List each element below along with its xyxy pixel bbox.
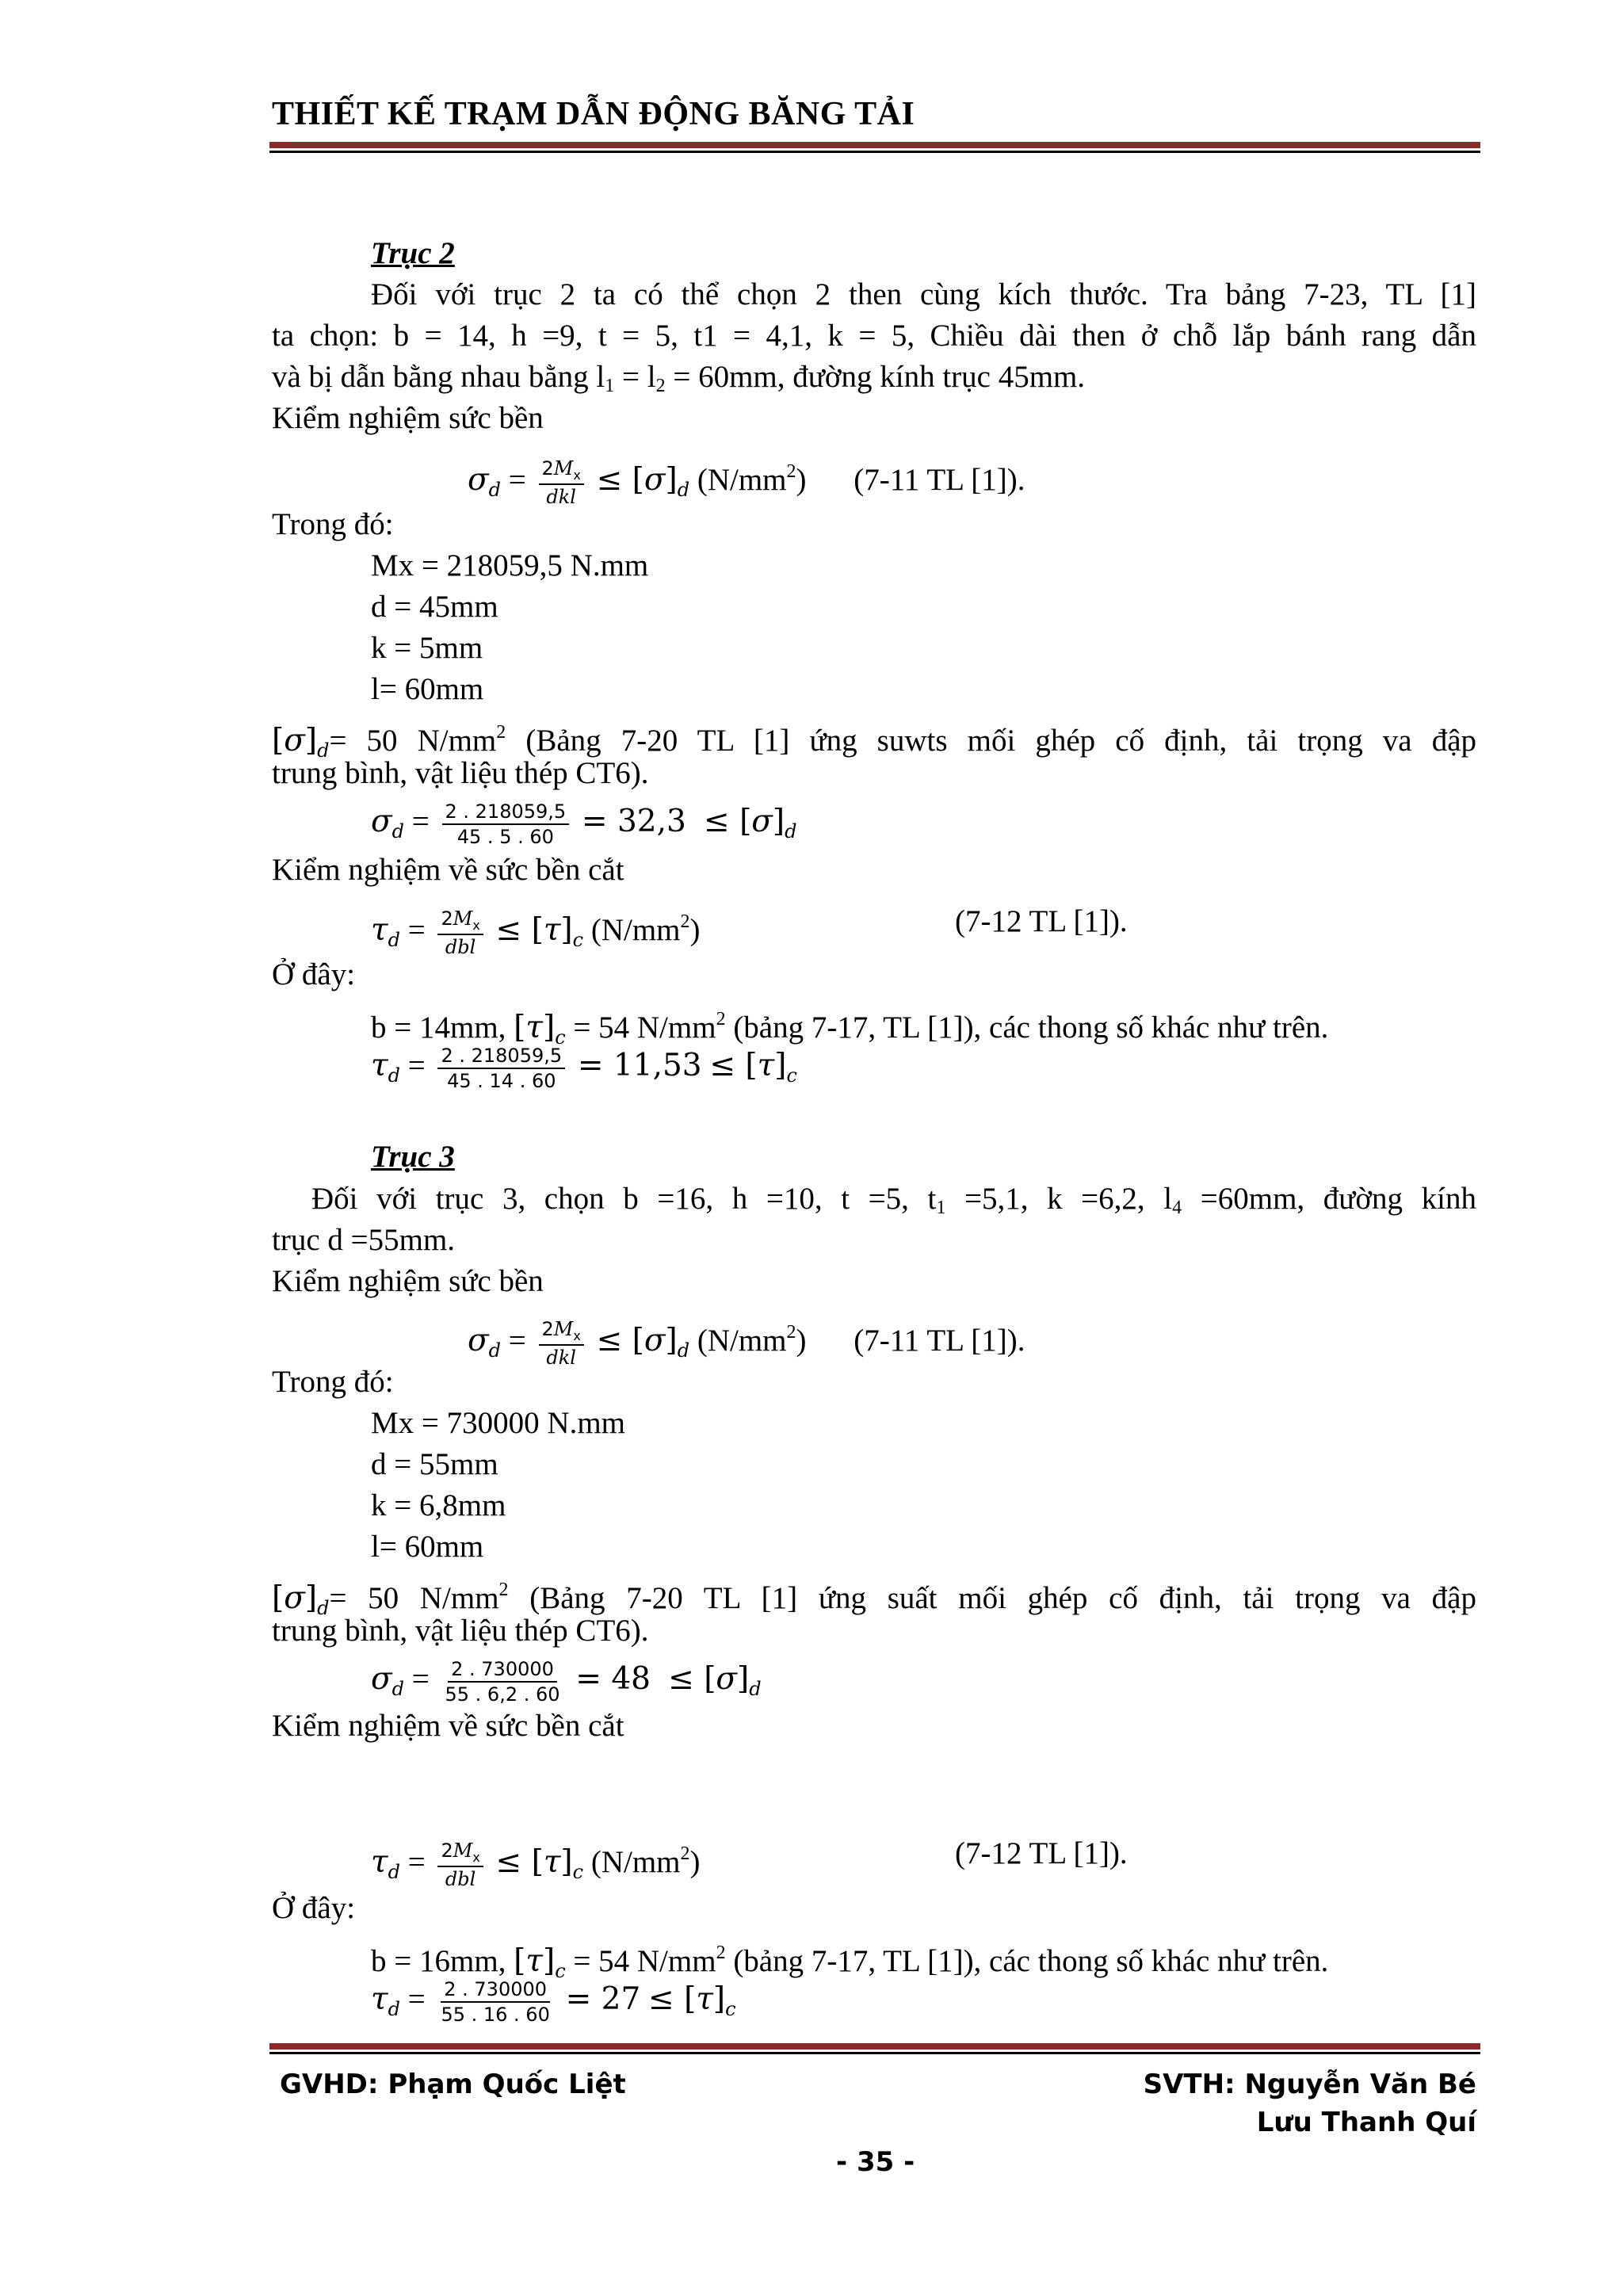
here-label: Ở đây: xyxy=(272,957,356,991)
footer-rule xyxy=(269,2043,1480,2050)
paragraph-line: Đối với trục 2 ta có thể chọn 2 then cùng kích thước. Tra bảng 7-23, TL [1] xyxy=(371,277,1476,311)
header-title: THIẾT KẾ TRẠM DẪN ĐỘNG BĂNG TẢI xyxy=(272,96,915,132)
section-title-truc-3: Trục 3 xyxy=(371,1140,455,1174)
formula-tau: $\tau_d$ = $\frac{2M_x}{\text{dbl}}$ ≤ $[\tau]_c$ $(N/mm^2)$ xyxy=(371,1839,701,1891)
allowable-stress-line: $[\sigma]_d= 50$ $N/mm^2$ (Bảng 7-20 TL [1] ứng suwts mối ghép cố định, tải trọng va đập xyxy=(272,722,1477,762)
var-line: d = 55mm xyxy=(371,1447,498,1481)
where-label: Trong đó: xyxy=(272,1365,394,1399)
var-line: l= 60mm xyxy=(371,1530,484,1564)
calc-tau: $\tau_d$ = $\frac{2 . 730000}{55 . 16 . 60}$ = $27 \le [\tau]_c$ xyxy=(371,1977,736,2027)
formula-sigma: $\sigma_d$ = $\frac{2M_x}{\text{dkl}}$ ≤ $[\sigma]_d$ $(N/mm^2)$ (7-11 TL [1]). xyxy=(468,1317,1025,1370)
var-line: d = 45mm xyxy=(371,590,498,624)
b-line: b = 16mm, $[\tau]_c = 54$ $N/mm^2$ (bảng 7-17, TL [1]), các thong số khác như trên. xyxy=(371,1943,1329,1982)
var-line: k = 6,8mm xyxy=(371,1488,506,1522)
section-title-truc-2: Trục 2 xyxy=(371,236,455,270)
paragraph-line: ta chọn: b = 14, h =9, t = 5, t1 = 4,1, k = 5, Chiều dài then ở chỗ lắp bánh rang dẫn xyxy=(272,319,1476,353)
var-line: Mx = 218059,5 N.mm xyxy=(371,548,649,583)
paragraph-line: và bị dẫn bằng nhau bằng $l_1 = l_2 = 60mm$, đường kính trục 45mm. xyxy=(272,360,1086,396)
formula-sigma: $\sigma_d$ = $\frac{2M_x}{\text{dkl}}$ ≤ $[\sigma]_d$ $(N/mm^2)$ (7-11 TL [1]). xyxy=(468,457,1025,509)
formula-tau: $\tau_d$ = $\frac{2M_x}{\text{dbl}}$ ≤ $[\tau]_c$ $(N/mm^2)$ xyxy=(371,907,701,959)
var-line: k = 5mm xyxy=(371,631,483,665)
footer-advisor: GVHD: Phạm Quốc Liệt xyxy=(280,2069,626,2100)
header-rule-thin xyxy=(269,151,1480,153)
where-label: Trong đó: xyxy=(272,507,394,541)
formula-ref: (7-12 TL [1]). xyxy=(955,1836,1128,1870)
paragraph-line: trung bình, vật liệu thép CT6). xyxy=(272,756,649,790)
check-strength-label: Kiểm nghiệm sức bền xyxy=(272,401,544,435)
allowable-stress-line: $[\sigma]_d= 50$ $N/mm^2$ (Bảng 7-20 TL [1] ứng suất mối ghép cố định, tải trọng va đập xyxy=(272,1580,1476,1619)
calc-sigma: $\sigma_d$ = $\frac{2 . 218059,5}{45 . 5 . 60}$ = $32,3 \le [\sigma]_d$ xyxy=(371,800,797,849)
paragraph-line: trục d =55mm. xyxy=(272,1223,456,1257)
footer-rule-thin xyxy=(269,2052,1480,2054)
var-line: Mx = 730000 N.mm xyxy=(371,1406,626,1440)
paragraph-line: Đối với trục 3, chọn b =16, h =10, t =5, $t_1 =5,1$, k =6,2, $l_4 =60mm$, đường kính xyxy=(311,1182,1477,1218)
footer-student-2: Lưu Thanh Quí xyxy=(1256,2107,1476,2138)
check-strength-label: Kiểm nghiệm sức bền xyxy=(272,1264,544,1298)
calc-tau: $\tau_d$ = $\frac{2 . 218059,5}{45 . 14 . 60}$ = $11,53 \le [\tau]_c$ xyxy=(371,1044,797,1093)
header-rule xyxy=(269,142,1480,148)
formula-ref: (7-12 TL [1]). xyxy=(955,904,1128,938)
calc-sigma: $\sigma_d$ = $\frac{2 . 730000}{55 . 6,2 . 60}$ = $48 \le [\sigma]_d$ xyxy=(371,1657,762,1706)
footer-student-1: SVTH: Nguyễn Văn Bé xyxy=(1143,2069,1476,2100)
var-line: l= 60mm xyxy=(371,672,484,706)
page-number: - 35 - xyxy=(836,2146,915,2178)
paragraph-line: trung bình, vật liệu thép CT6). xyxy=(272,1614,649,1648)
check-shear-label: Kiểm nghiệm về sức bền cắt xyxy=(272,853,624,887)
check-shear-label: Kiểm nghiệm về sức bền cắt xyxy=(272,1709,624,1743)
b-line: b = 14mm, $[\tau]_c = 54$ $N/mm^2$ (bảng 7-17, TL [1]), các thong số khác như trên. xyxy=(371,1009,1329,1049)
here-label: Ở đây: xyxy=(272,1891,356,1925)
